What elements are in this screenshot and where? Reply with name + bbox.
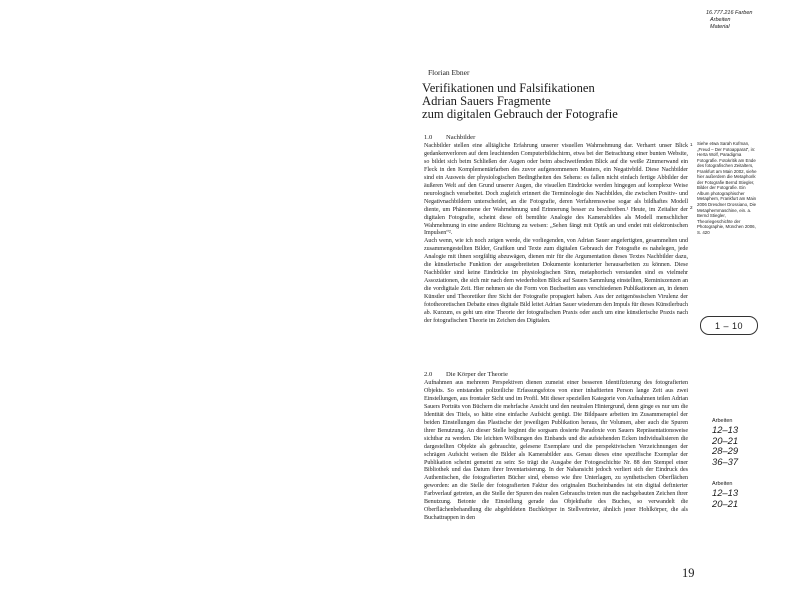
title-line: Verifikationen und Falsifikationen (422, 81, 595, 95)
paragraph: Auch wenn, wie ich noch zeigen werde, die vorliegenden, von Adrian Sauer angefertigten, gesammelten und zusammengestellten Bilder, Grafiken und Texte zum digitalen Gebrauch der Fotografie es nahelegen, jede Analogie mit ihnen sorgfältig abzuwägen, dienen mir für die Argumentation dieses Textes Nachbilder dazu, die künstlerische Funktion der ausgebreiteten Dokumente konturierter herausarbeiten zu können. Diese Nachbilder sind keine Eindrücke im physiologischen Sinn, metaphorisch verstanden sind es vielmehr Assoziationen, die sich mir nach dem wiederholten Blick auf Sauers Sammlung einstellten, Reminiszenzen an die vordigitale Zeit. Hier nehmen sie die Form von Buchseiten aus verschiedenen Publikationen an, in denen Künstler und Theoretiker ihre Sicht der Fotografie propagiert haben. Aus der zeitgenössischen Virulenz der fototheoretischen Debatte eines digitale Bild leitet Adrian Sauer wiederum den Impuls für dieses Künstlerbuch ab. Kurzum, es geht um eine Theorie der fotografischen Praxis oder auch um eine künstlerische Praxis nach der fotografischen Theorie im Zeichen des Digitalen. (424, 238, 688, 324)
header-line: Material (710, 24, 730, 31)
article-author: Florian Ebner (428, 68, 470, 77)
crossref-group (712, 417, 738, 467)
section-number: 1.0 (424, 134, 433, 141)
footnote-text: Siehe etwa Sarah Kofman, „Freud – Der Fotoapparat“, in: Herta Wolf, Paradigma Fotografie. Fotokritik am Ende des fotografischen Zeitalters, Frankfurt am Main 2002, siehe hier außerdem die Metaphorik der Fotografie Bernd Stiegler, Bilder der Fotografie. Ein Album photographischer Metaphern, Frankfurt am Main 2006 Dresdner Drossiano, Die Metaphernmaschine, ein. a. Bernd Stiegler, Theoriegeschichte der Photographie, München 2006, S. 420 (697, 141, 757, 235)
header-line: Arbeiten (710, 17, 731, 24)
section-number: 2.0 (424, 371, 433, 378)
header-reference (706, 10, 796, 32)
crossref-value: 20–21 (712, 434, 739, 446)
footnote-marker: 2 (690, 205, 693, 210)
page-range-pill: 1 – 10 (700, 316, 758, 335)
crossref-value: 12–13 (712, 487, 739, 498)
crossref-group (712, 480, 738, 509)
crossref-value: 20–21 (712, 497, 739, 509)
header-line: 16.777.216 Farben (706, 10, 753, 16)
crossref-value: 28–29 (712, 445, 739, 456)
section-heading (424, 134, 475, 141)
section-title: Die Körper der Theorie (446, 371, 508, 378)
section-body (424, 380, 688, 523)
section-body (424, 143, 688, 326)
crossref-value: 36–37 (712, 455, 739, 467)
crossref-label: Arbeiten (712, 418, 733, 424)
crossref-label: Arbeiten (712, 481, 733, 487)
title-line: zum digitalen Gebrauch der Fotografie (422, 107, 618, 121)
section-title: Nachbilder (446, 134, 476, 141)
paragraph: Aufnahmen aus mehreren Perspektiven dienen zumeist einer besseren Identifizierung des fotografierten Objekts. So entstanden polizeiliche Erfassungsfotos von einer inhaftierten Person lange Zeit aus zwei Einstellungen, aus frontaler Sicht und im Profil. Mit dieser speziellen Kategorie von Aufnahmen teilen Adrian Sauers Porträts von Büchern die mehrfache Ansicht und den neutralen Hintergrund, denn ginge es nur um die Identität des Titels, so hätte eine einfache Aufsicht genügt. Die Bildpaare arbeiten im Zusammenspiel der beiden Einstellungen das Plastische der jeweiligen Publikation heraus, ihr Volumen, aber auch die Spuren ihrer Benutzung. An dieser Stelle beginnt die sorgsam dosierte Paradoxie von Sauers Repräsentationsweise sichtbar zu werden. Die leichten Wölbungen des Einbands und die aufstehenden Ecken individualisieren die dargestellten Objekte als gebrauchte, gelesene Exemplare und die perspektivischen Verzeichnungen der schrägen Aufsicht weisen die Bilder als Kamerabilder aus. Genau dieses eine spezifische Exemplar der Publikation scheint gemeint zu sein: So trägt die Ausgabe der Fotogeschichte Nr. 88 den Stempel einer Bibliothek und das Datum ihrer Inventarisierung. In der Nahansicht jedoch verliert sich der Eindruck des Authentischen, die fotografierten Bücher sind, ebenso wie ihre Unterlagen, zu synthetischen Oberflächen geworden: an die Stelle der fotografierten Faktur des originalen Bucheinbandes ist ein digital definierter Farbverlauf getreten, an die Stelle der Spuren des realen Gebrauchs treten nun die nachgebauten Zeichen ihrer Benutzung. Betonte die Einstellung gerade das Objekthafte des Buches, so verwandelt die Oberflächenbehandlung die abgebildeten Buchkörper in Stellvertreter, ähnlich jener Hohlkörper, die als Buchattrappen in den (424, 380, 688, 522)
paragraph: Nachbilder stellen eine alltägliche Erfahrung unserer visuellen Wahrnehmung dar. Verharrt unser Blick gedankenverloren auf dem leuchtenden Computerbildschirm, etwa bei der Betrachtung einer bunten Website, so bildet sich beim Schließen der Augen oder beim abschweifenden Blick auf die weiße Zimmerwand ein Fleck in den Komplementärfarben des zuvor aufgenommenen Musters, ein Negativbild. Diese Nachbilder sind ein Ausweis der physiologischen Bedingtheiten des Sehens: es fallen nicht einfach fertige Abbilder der äußeren Welt auf den Grund unserer Augen, die visuellen Eindrücke werden hingegen auf komplexe Weise neurologisch verarbeitet. Doch zugleich erinnert die Terminologie des Nachbildes, die zwischen Positiv- und Negativnachbildern unterscheidet, an die Fotografie, deren Verfahrensweise sogar als bildhaftes Modell diente, um Phänomene der Wahrnehmung und Erinnerung besser zu beschreiben.¹ Heute, im Zeitalter der digitalen Fotografie, scheint diese oft bemühte Analogie des Kamerabildes als Modell menschlicher Wahrnehmung in eine andere Richtung zu weisen: „Sehen fängt mit Optik an und endet mit elektronischen Impulsen“². (424, 143, 688, 237)
section-heading (424, 371, 508, 378)
article-title (422, 82, 618, 121)
title-line: Adrian Sauers Fragmente (422, 94, 551, 108)
page-number: 19 (682, 566, 695, 580)
footnote-marker: 1 (690, 142, 693, 147)
crossref-value: 12–13 (712, 424, 739, 435)
